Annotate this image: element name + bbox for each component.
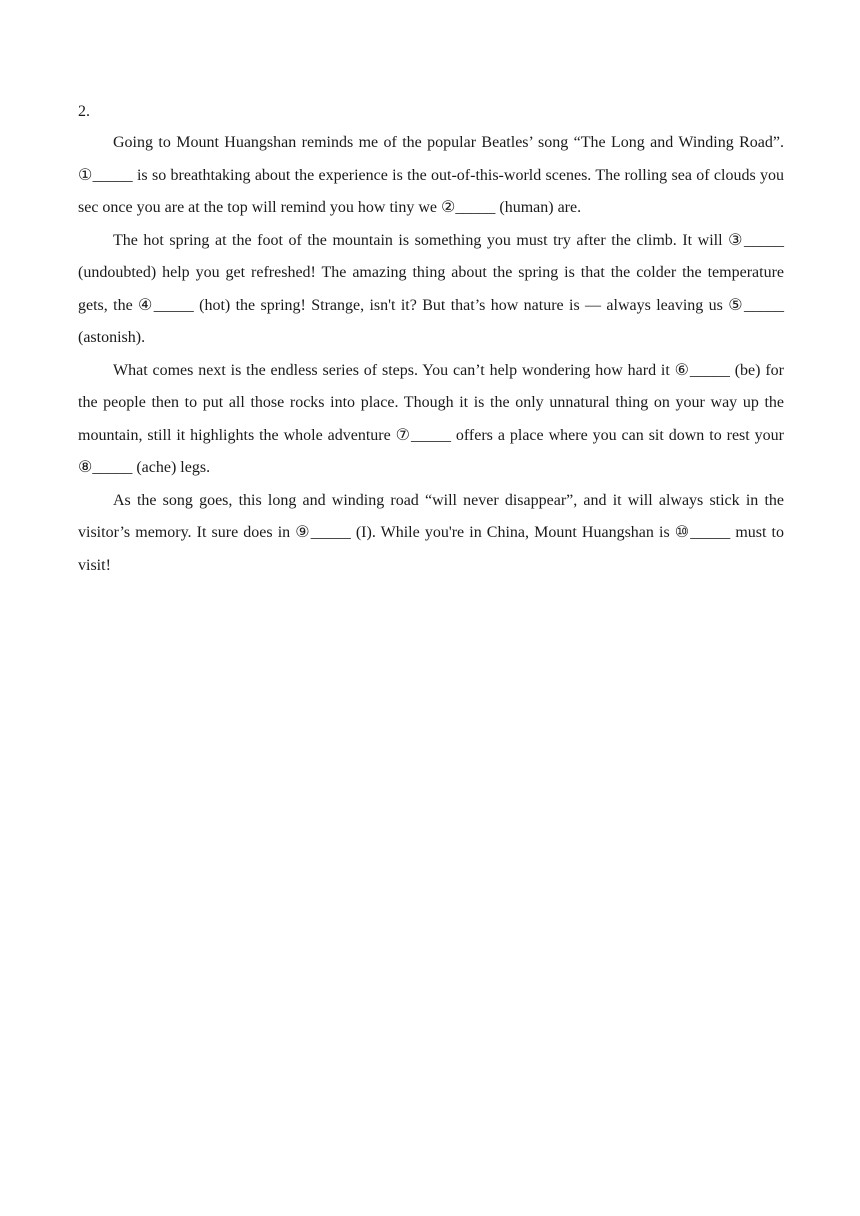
paragraph-1: Going to Mount Huangshan reminds me of the popular Beatles’ song “The Long and Winding Road”. ①_____ is so breathtaking about the experience is the out-of-this-world scenes. The rolling sea of clouds you sec once you are at the top will remind you how tiny we ②_____ (human) are. (78, 134, 784, 216)
question-number: 2. (78, 103, 90, 120)
paragraph-2: The hot spring at the foot of the mountain is something you must try after the climb. It will ③_____ (undoubted) help you get refreshed! The amazing thing about the spring is that the colder the temperature gets, the ④_____ (hot) the spring! Strange, isn't it? But that’s how nature is — always leaving us ⑤_____ (astonish). (78, 231, 784, 346)
paragraph-3: What comes next is the endless series of steps. You can’t help wondering how hard it ⑥_____ (be) for the people then to put all those rocks into place. Though it is the only unnatural thing on your way up the mountain, still it highlights the whole adventure ⑦_____ offers a place where you can sit down to rest your ⑧_____ (ache) legs. (78, 361, 784, 476)
paragraph-4: As the song goes, this long and winding road “will never disappear”, and it will always stick in the visitor’s memory. It sure does in ⑨_____ (I). While you're in China, Mount Huangshan is ⑩_____ must to visit! (78, 491, 784, 574)
document-page (78, 101, 784, 582)
